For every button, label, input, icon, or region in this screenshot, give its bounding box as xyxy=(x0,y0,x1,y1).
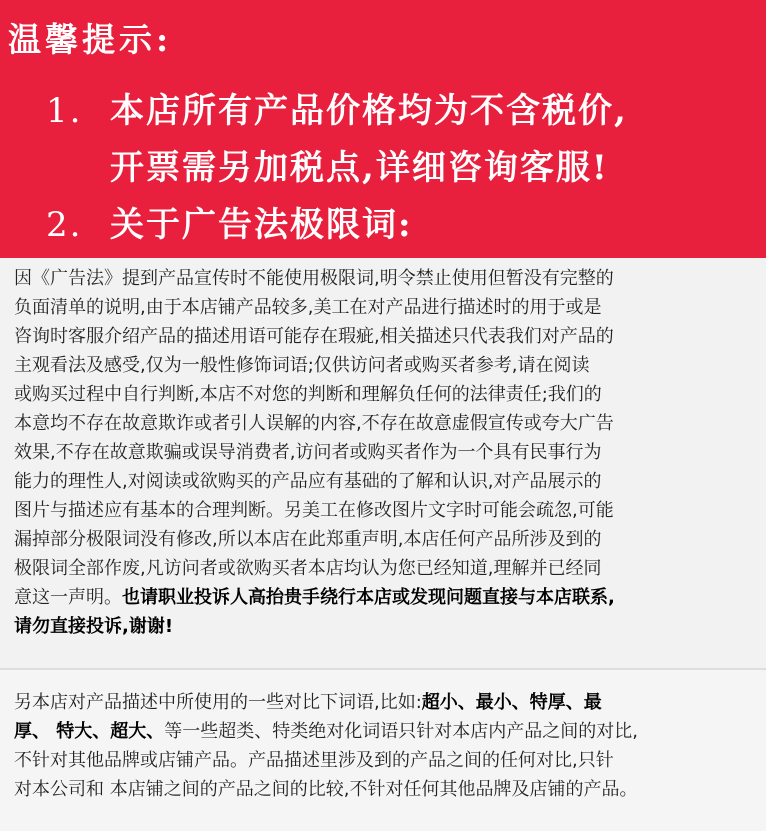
disclaimer-line: 咨询时客服介绍产品的描述用语可能存在瑕疵,相关描述只代表我们对产品的 xyxy=(14,326,614,347)
item-2-text: 关于广告法极限词: xyxy=(110,205,413,245)
notice-header xyxy=(0,0,766,258)
notice-item-2 xyxy=(46,197,413,246)
comparison-terms-1: 超小、最小、特厚、最 xyxy=(421,692,602,713)
disclaimer-line: 主观看法及感受,仅为一般性修饰词语;仅供访问者或购买者参考,请在阅读 xyxy=(14,355,590,376)
disclaimer-line: 能力的理性人,对阅读或欲购买的产品应有基础的了解和认识,对产品展示的 xyxy=(14,471,602,492)
disclaimer-line: 因《广告法》提到产品宣传时不能使用极限词,明令禁止使用但暂没有完整的 xyxy=(14,268,614,289)
comparison-terms-2: 厚、 特大、超大、 xyxy=(14,721,165,742)
comparison-line-2 xyxy=(14,717,754,746)
disclaimer-bold-request: 也请职业投诉人高抬贵手绕行本店或发现问题直接与本店联系, xyxy=(122,587,615,608)
item-2-number: 2. xyxy=(46,205,83,245)
disclaimer-line: 图片与描述应有基本的合理判断。另美工在修改图片文字时可能会疏忽,可能 xyxy=(14,500,614,521)
disclaimer-line-12 xyxy=(14,583,754,612)
disclaimer-line: 效果,不存在故意欺骗或误导消费者,访问者或购买者作为一个具有民事行为 xyxy=(14,442,602,463)
comparison-line-1-plain: 另本店对产品描述中所使用的一些对比下词语,比如: xyxy=(14,692,422,713)
disclaimer-paragraph xyxy=(14,264,754,641)
comparison-panel xyxy=(0,668,766,831)
comparison-line-2-plain: 等一些超类、特类绝对化词语只针对本店内产品之间的对比, xyxy=(164,721,639,742)
notice-item-1 xyxy=(46,83,628,132)
disclaimer-line: 或购买过程中自行判断,本店不对您的判断和理解负任何的法律责任;我们的 xyxy=(14,384,602,405)
notice-title: 温馨提示: xyxy=(8,20,173,59)
item-1-number: 1. xyxy=(46,91,83,131)
item-1-line-2: 开票需另加税点,详细咨询客服! xyxy=(110,148,609,188)
disclaimer-line: 漏掉部分极限词没有修改,所以本店在此郑重声明,本店任何产品所涉及到的 xyxy=(14,529,602,550)
comparison-line-3: 不针对其他品牌或店铺产品。产品描述里涉及到的产品之间的任何对比,只针 xyxy=(14,750,614,771)
item-1-line-1: 本店所有产品价格均为不含税价, xyxy=(110,91,628,131)
disclaimer-line: 本意均不存在故意欺诈或者引人误解的内容,不存在故意虚假宣传或夸大广告 xyxy=(14,413,614,434)
comparison-line-4: 对本公司和 本店铺之间的产品之间的比较,不针对任何其他品牌及店铺的产品。 xyxy=(14,779,638,800)
disclaimer-bold-thanks: 请勿直接投诉,谢谢! xyxy=(14,616,174,637)
disclaimer-line-12-plain: 意这一声明。 xyxy=(14,587,122,608)
disclaimer-line: 负面清单的说明,由于本店铺产品较多,美工在对产品进行描述时的用于或是 xyxy=(14,297,602,318)
comparison-line-1 xyxy=(14,688,754,717)
comparison-paragraph xyxy=(14,688,754,804)
disclaimer-line: 极限词全部作废,凡访问者或欲购买者本店均认为您已经知道,理解并已经同 xyxy=(14,558,602,579)
disclaimer-panel xyxy=(0,258,766,668)
